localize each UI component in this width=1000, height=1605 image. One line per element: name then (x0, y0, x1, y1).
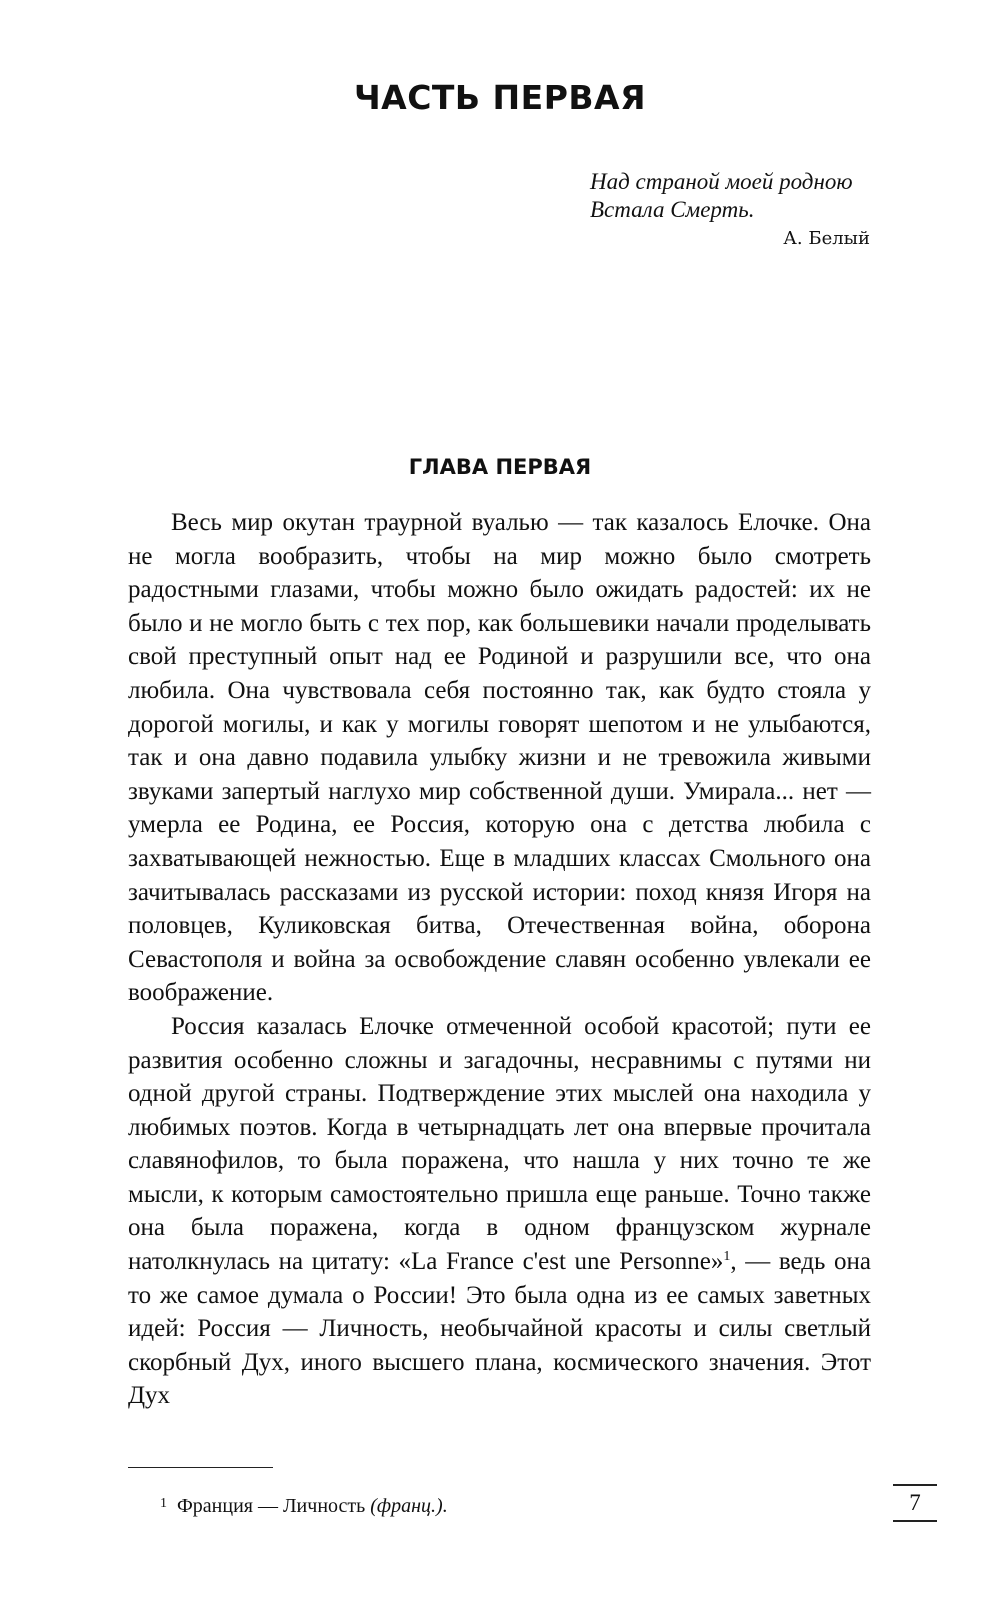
footnote-language-note: (франц.). (370, 1495, 448, 1517)
epigraph-author: А. Белый (783, 228, 870, 249)
epigraph-line-1: Над страной моей родною (590, 169, 853, 194)
body-text (128, 506, 871, 1413)
epigraph (590, 168, 870, 249)
paragraph-2-part-2: , — ведь она то же самое думала о России! Это была одна из ее самых заветных идей: Россия — Личность, необычайной красоты и силы светлый скорбный Дух, иного высшего плана, космического значения. Этот Дух (128, 1248, 871, 1410)
paragraph-2 (128, 1010, 871, 1413)
epigraph-line-2: Встала Смерть. (590, 197, 755, 222)
footnote-divider (128, 1467, 273, 1468)
footnote-text: Франция — Личность (177, 1495, 371, 1517)
part-title: ЧАСТЬ ПЕРВАЯ (353, 78, 647, 117)
footnote-number: 1 (160, 1496, 167, 1511)
footnote (160, 1495, 448, 1518)
footnote-reference[interactable]: 1 (723, 1249, 731, 1265)
paragraph-2-part-1: Россия казалась Елочке отмеченной особой красотой; пути ее развития особенно сложны и загадочны, несравнимы с путями ни одной другой страны. Подтверждение этих мыслей она находила у любимых поэтов. Когда в четырнадцать лет она впервые прочитала славянофилов, то была поражена, что нашла у них точно те же мысли, к которым самостоятельно пришла еще раньше. Точно также она была поражена, когда в одном французском журнале натолкнулась на цитату: «La France c'est une Personne» (128, 1012, 871, 1276)
chapter-title: ГЛАВА ПЕРВАЯ (408, 455, 592, 479)
paragraph-1: Весь мир окутан траурной вуалью — так казалось Елочке. Она не могла вообразить, чтобы на мир можно было смотреть радостными глазами, чтобы можно было ожидать радостей: их не было и не могло быть с тех пор, как большевики начали проделывать свой преступный опыт над ее Родиной и разрушили все, что она любила. Она чувствовала себя постоянно так, как будто стояла у дорогой могилы, и как у могилы говорят шепотом и не улыбаются, так и она давно подавила улыбку жизни и не тревожила живыми звуками запертый наглухо мир собственной души. Умирала... нет — умерла ее Родина, ее Россия, которую она с детства любила с захватывающей нежностью. Еще в младших классах Смольного она зачитывалась рассказами из русской истории: поход князя Игоря на половцев, Куликовская битва, Отечественная война, оборона Севастополя и война за освобождение славян особенно увлекали ее воображение. (128, 509, 871, 1007)
page-number: 7 (893, 1484, 937, 1522)
